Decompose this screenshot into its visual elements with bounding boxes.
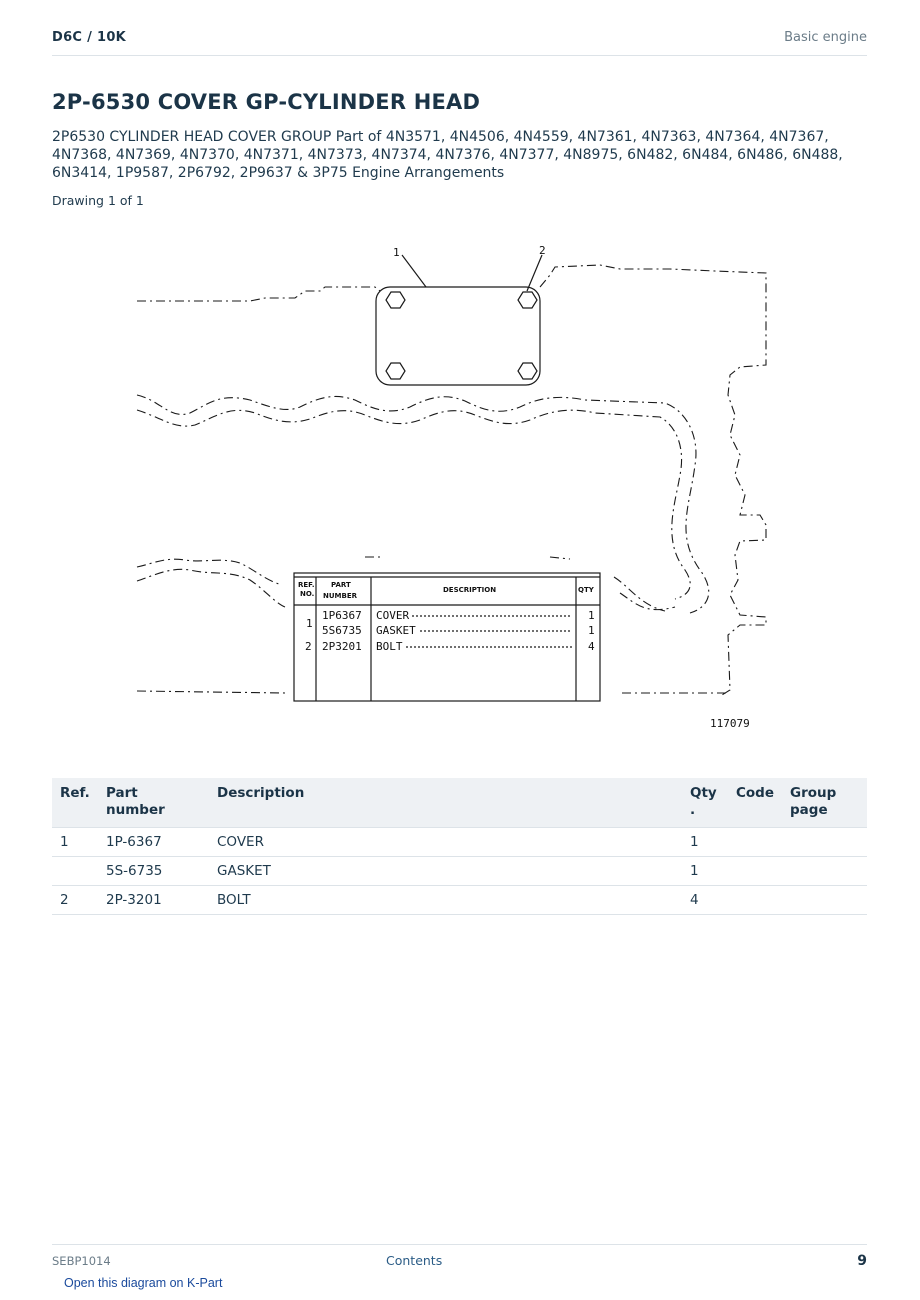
table-row [52,828,867,857]
cell-part-number: 5S-6735 [98,857,209,886]
inset-row-qty: 1 [588,624,595,637]
table-row [52,886,867,915]
inset-parts-table [294,573,600,701]
inset-header-ref-1: REF. [298,581,315,589]
inset-row-qty: 4 [588,640,595,653]
header-code: Code [728,778,782,828]
header-qty [682,778,728,828]
cell-ref: 1 [52,828,98,857]
cell-group-page [782,857,867,886]
cell-part-number: 1P-6367 [98,828,209,857]
contents-link[interactable]: Contents [386,1253,443,1268]
header-group-page [782,778,867,828]
inset-header-qty: QTY [578,586,594,594]
callout-2: 2 [539,244,546,257]
section-label: Basic engine [784,30,867,45]
page-title: 2P-6530 COVER GP-CYLINDER HEAD [52,90,481,114]
page-header [52,28,867,56]
page-footer [52,1244,867,1269]
inset-row-qty: 1 [588,609,595,622]
inset-row-desc: BOLT [376,640,403,653]
cell-ref: 2 [52,886,98,915]
cell-group-page [782,886,867,915]
kpart-diagram-link[interactable]: Open this diagram on K-Part [64,1276,223,1290]
page-number: 9 [857,1253,867,1269]
header-description: Description [209,778,682,828]
parts-diagram [130,235,790,745]
cell-part-number: 2P-3201 [98,886,209,915]
header-group-line1: Group [790,785,837,801]
table-row [52,857,867,886]
inset-row-ref: 1 [306,617,313,630]
header-group-line2: page [790,802,828,818]
document-id: SEBP1014 [52,1254,111,1268]
cell-code [728,857,782,886]
table-header-row [52,778,867,828]
header-part-number: Part number [98,778,209,828]
callouts [393,244,546,291]
cylinder-head-cover [376,287,540,385]
illustration-number: 117079 [710,717,750,730]
inset-row-part: 5S6735 [322,624,362,637]
inset-row-desc: GASKET [376,624,416,637]
inset-header-description: DESCRIPTION [443,586,497,594]
header-qty-label: Qty [690,785,717,801]
inset-row-part: 1P6367 [322,609,362,622]
callout-1: 1 [393,246,400,259]
engine-outline [137,265,766,695]
inset-row-part: 2P3201 [322,640,362,653]
cell-description: GASKET [209,857,682,886]
cell-description: COVER [209,828,682,857]
cell-qty: 1 [682,857,728,886]
inset-row-desc: COVER [376,609,410,622]
cell-ref [52,857,98,886]
group-description: 2P6530 CYLINDER HEAD COVER GROUP Part of 4N3571, 4N4506, 4N4559, 4N7361, 4N7363, 4N7364, 4N7367, 4N7368, 4N7369, 4N7370, 4N7371, 4N7373, 4N7374, 4N7376, 4N7377, 4N8975, 6N482, 6N484, 6N486, 6N488, 6N3414, 1P9587, 2P6792, 2P9637 & 3P75 Engine Arrangements [52,129,843,181]
cell-qty: 4 [682,886,728,915]
inset-header-part-2: NUMBER [323,592,358,600]
model-label: D6C / 10K [52,30,127,45]
header-ref: Ref. [52,778,98,828]
header-qty-dot: . [690,802,696,818]
parts-list-table [52,778,867,915]
inset-header-part-1: PART [331,581,351,589]
cell-code [728,828,782,857]
inset-row-ref: 2 [305,640,312,653]
cell-qty: 1 [682,828,728,857]
cell-group-page [782,828,867,857]
inset-header-ref-2: NO. [300,590,315,598]
cell-description: BOLT [209,886,682,915]
drawing-count: Drawing 1 of 1 [52,193,144,208]
cell-code [728,886,782,915]
